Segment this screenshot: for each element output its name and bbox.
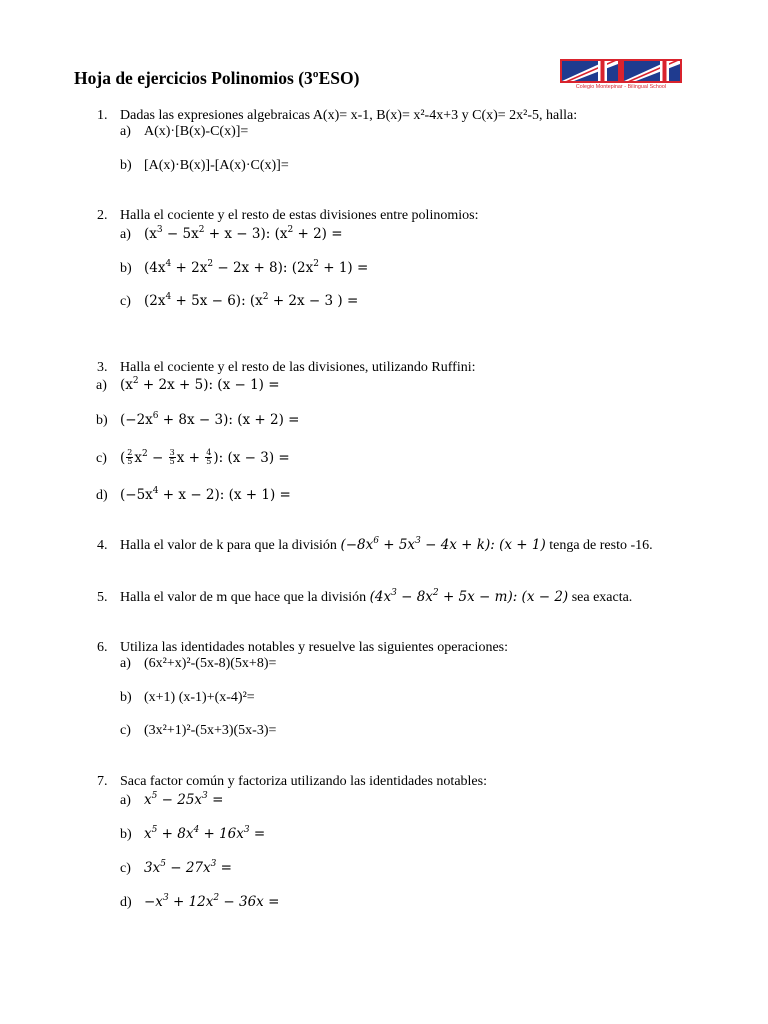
exercise-2 bbox=[97, 208, 478, 224]
math-expression: $(x^3 - 5x^2 + x - 3)$: $(x^2 + 2)$ = bbox=[144, 225, 343, 242]
exercise-number: 5. bbox=[97, 590, 108, 605]
exercise-7 bbox=[97, 774, 487, 790]
math-expression: $(4x^3 - 8x^2 + 5x - m)$: (x − 2) bbox=[369, 588, 569, 605]
exercise-2c bbox=[120, 293, 358, 310]
exercise-number: 7. bbox=[97, 774, 108, 789]
fraction: $\frac{4}{5}$ bbox=[206, 448, 212, 466]
item-text: [A(x)·B(x)]-[A(x)·C(x)]= bbox=[144, 158, 289, 173]
exercise-4 bbox=[97, 537, 653, 554]
item-text: (3x²+1)²-(5x+3)(5x-3)= bbox=[144, 723, 277, 738]
exercise-3 bbox=[97, 360, 475, 376]
math-expression: $(-2x^6 + 8x - 3)$: (x + 2) = bbox=[120, 411, 300, 428]
exercise-3b bbox=[96, 412, 299, 429]
item-label: c) bbox=[120, 294, 131, 309]
item-label: a) bbox=[120, 124, 131, 139]
fraction: $\frac{2}{5}$ bbox=[127, 448, 133, 466]
exercise-7a bbox=[120, 792, 223, 809]
page-title: Hoja de ejercicios Polinomios (3ºESO) bbox=[74, 68, 360, 88]
item-label: c) bbox=[96, 451, 107, 466]
exercise-text-end: tenga de resto -16. bbox=[545, 538, 653, 553]
item-label: b) bbox=[96, 413, 108, 428]
item-label: b) bbox=[120, 261, 132, 276]
exercise-6 bbox=[97, 640, 508, 656]
item-label: b) bbox=[120, 827, 132, 842]
item-label: a) bbox=[120, 656, 131, 671]
item-label: c) bbox=[120, 861, 131, 876]
exercise-text: Utiliza las identidades notables y resuelve las siguientes operaciones: bbox=[120, 640, 508, 655]
item-label: a) bbox=[96, 378, 107, 393]
math-expression: $x^5 + 8x^4 + 16x^3$ = bbox=[144, 825, 266, 842]
math-expression: $(-5x^4 + x - 2)$: (x + 1) = bbox=[120, 486, 291, 503]
exercise-text: Saca factor común y factoriza utilizando las identidades notables: bbox=[120, 774, 487, 789]
exercise-text: Halla el cociente y el resto de estas divisiones entre polinomios: bbox=[120, 208, 479, 223]
exercise-6a bbox=[120, 656, 276, 672]
exercise-number: 1. bbox=[97, 108, 108, 123]
exercise-number: 4. bbox=[97, 538, 108, 553]
exercise-3c bbox=[96, 450, 290, 467]
math-expression: $(x^2 + 2x + 5)$: (x − 1) = bbox=[120, 376, 280, 393]
exercise-number: 2. bbox=[97, 208, 108, 223]
exercise-2a bbox=[120, 226, 343, 243]
item-label: a) bbox=[120, 227, 131, 242]
item-label: b) bbox=[120, 158, 132, 173]
exercise-number: 6. bbox=[97, 640, 108, 655]
item-label: b) bbox=[120, 690, 132, 705]
item-label: d) bbox=[96, 488, 108, 503]
exercise-text: Halla el cociente y el resto de las divisiones, utilizando Ruffini: bbox=[120, 360, 476, 375]
exercise-2b bbox=[120, 260, 368, 277]
exercise-text-end: sea exacta. bbox=[568, 590, 633, 605]
item-text: A(x)·[B(x)-C(x)]= bbox=[144, 124, 249, 139]
exercise-3a bbox=[96, 377, 280, 394]
fraction: $\frac{3}{5}$ bbox=[169, 448, 175, 466]
exercise-1b bbox=[120, 158, 289, 174]
exercise-5 bbox=[97, 589, 632, 606]
math-expression: $(2x^4 + 5x - 6)$: ($x^2 + 2x - 3$ ) = bbox=[144, 292, 359, 309]
item-label: d) bbox=[120, 895, 132, 910]
item-text: (6x²+x)²-(5x-8)(5x+8)= bbox=[144, 656, 277, 671]
math-expression: ( $\frac{2}{5}$ $x^2$ − $\frac{3}{5}$ x + $\frac{4}{5}$ ): (x − 3) = bbox=[120, 448, 290, 466]
exercise-text: Halla el valor de m que hace que la división bbox=[120, 590, 370, 605]
exercise-6c bbox=[120, 723, 276, 739]
exercise-text: Dadas las expresiones algebraicas A(x)= x-1, B(x)= x²-4x+3 y C(x)= 2x²-5, halla: bbox=[120, 108, 578, 123]
exercise-7c bbox=[120, 860, 232, 877]
exercise-text: Halla el valor de k para que la división bbox=[120, 538, 341, 553]
exercise-3d bbox=[96, 487, 291, 504]
math-expression: $x^5 - 25x^3$ = bbox=[144, 791, 224, 808]
exercise-7d bbox=[120, 894, 279, 911]
exercise-1 bbox=[97, 108, 577, 124]
item-text: (x+1) (x-1)+(x-4)²= bbox=[144, 690, 255, 705]
math-expression: $-x^3 + 12x^2 - 36x$ = bbox=[144, 893, 280, 910]
school-logo bbox=[560, 59, 682, 90]
math-expression: $3x^5 - 27x^3$ = bbox=[144, 859, 232, 876]
exercise-6b bbox=[120, 690, 255, 706]
union-jack-flags-icon bbox=[560, 59, 682, 83]
logo-caption: Colegio Montepinar - Bilingual School bbox=[575, 84, 667, 90]
exercise-1a bbox=[120, 124, 248, 140]
item-label: c) bbox=[120, 723, 131, 738]
math-expression: $(-8x^6 + 5x^3 - 4x + k)$: (x + 1) bbox=[340, 536, 546, 553]
exercise-7b bbox=[120, 826, 265, 843]
exercise-number: 3. bbox=[97, 360, 108, 375]
item-label: a) bbox=[120, 793, 131, 808]
math-expression: $(4x^4 + 2x^2 - 2x + 8)$: $(2x^2 + 1)$ = bbox=[144, 259, 369, 276]
